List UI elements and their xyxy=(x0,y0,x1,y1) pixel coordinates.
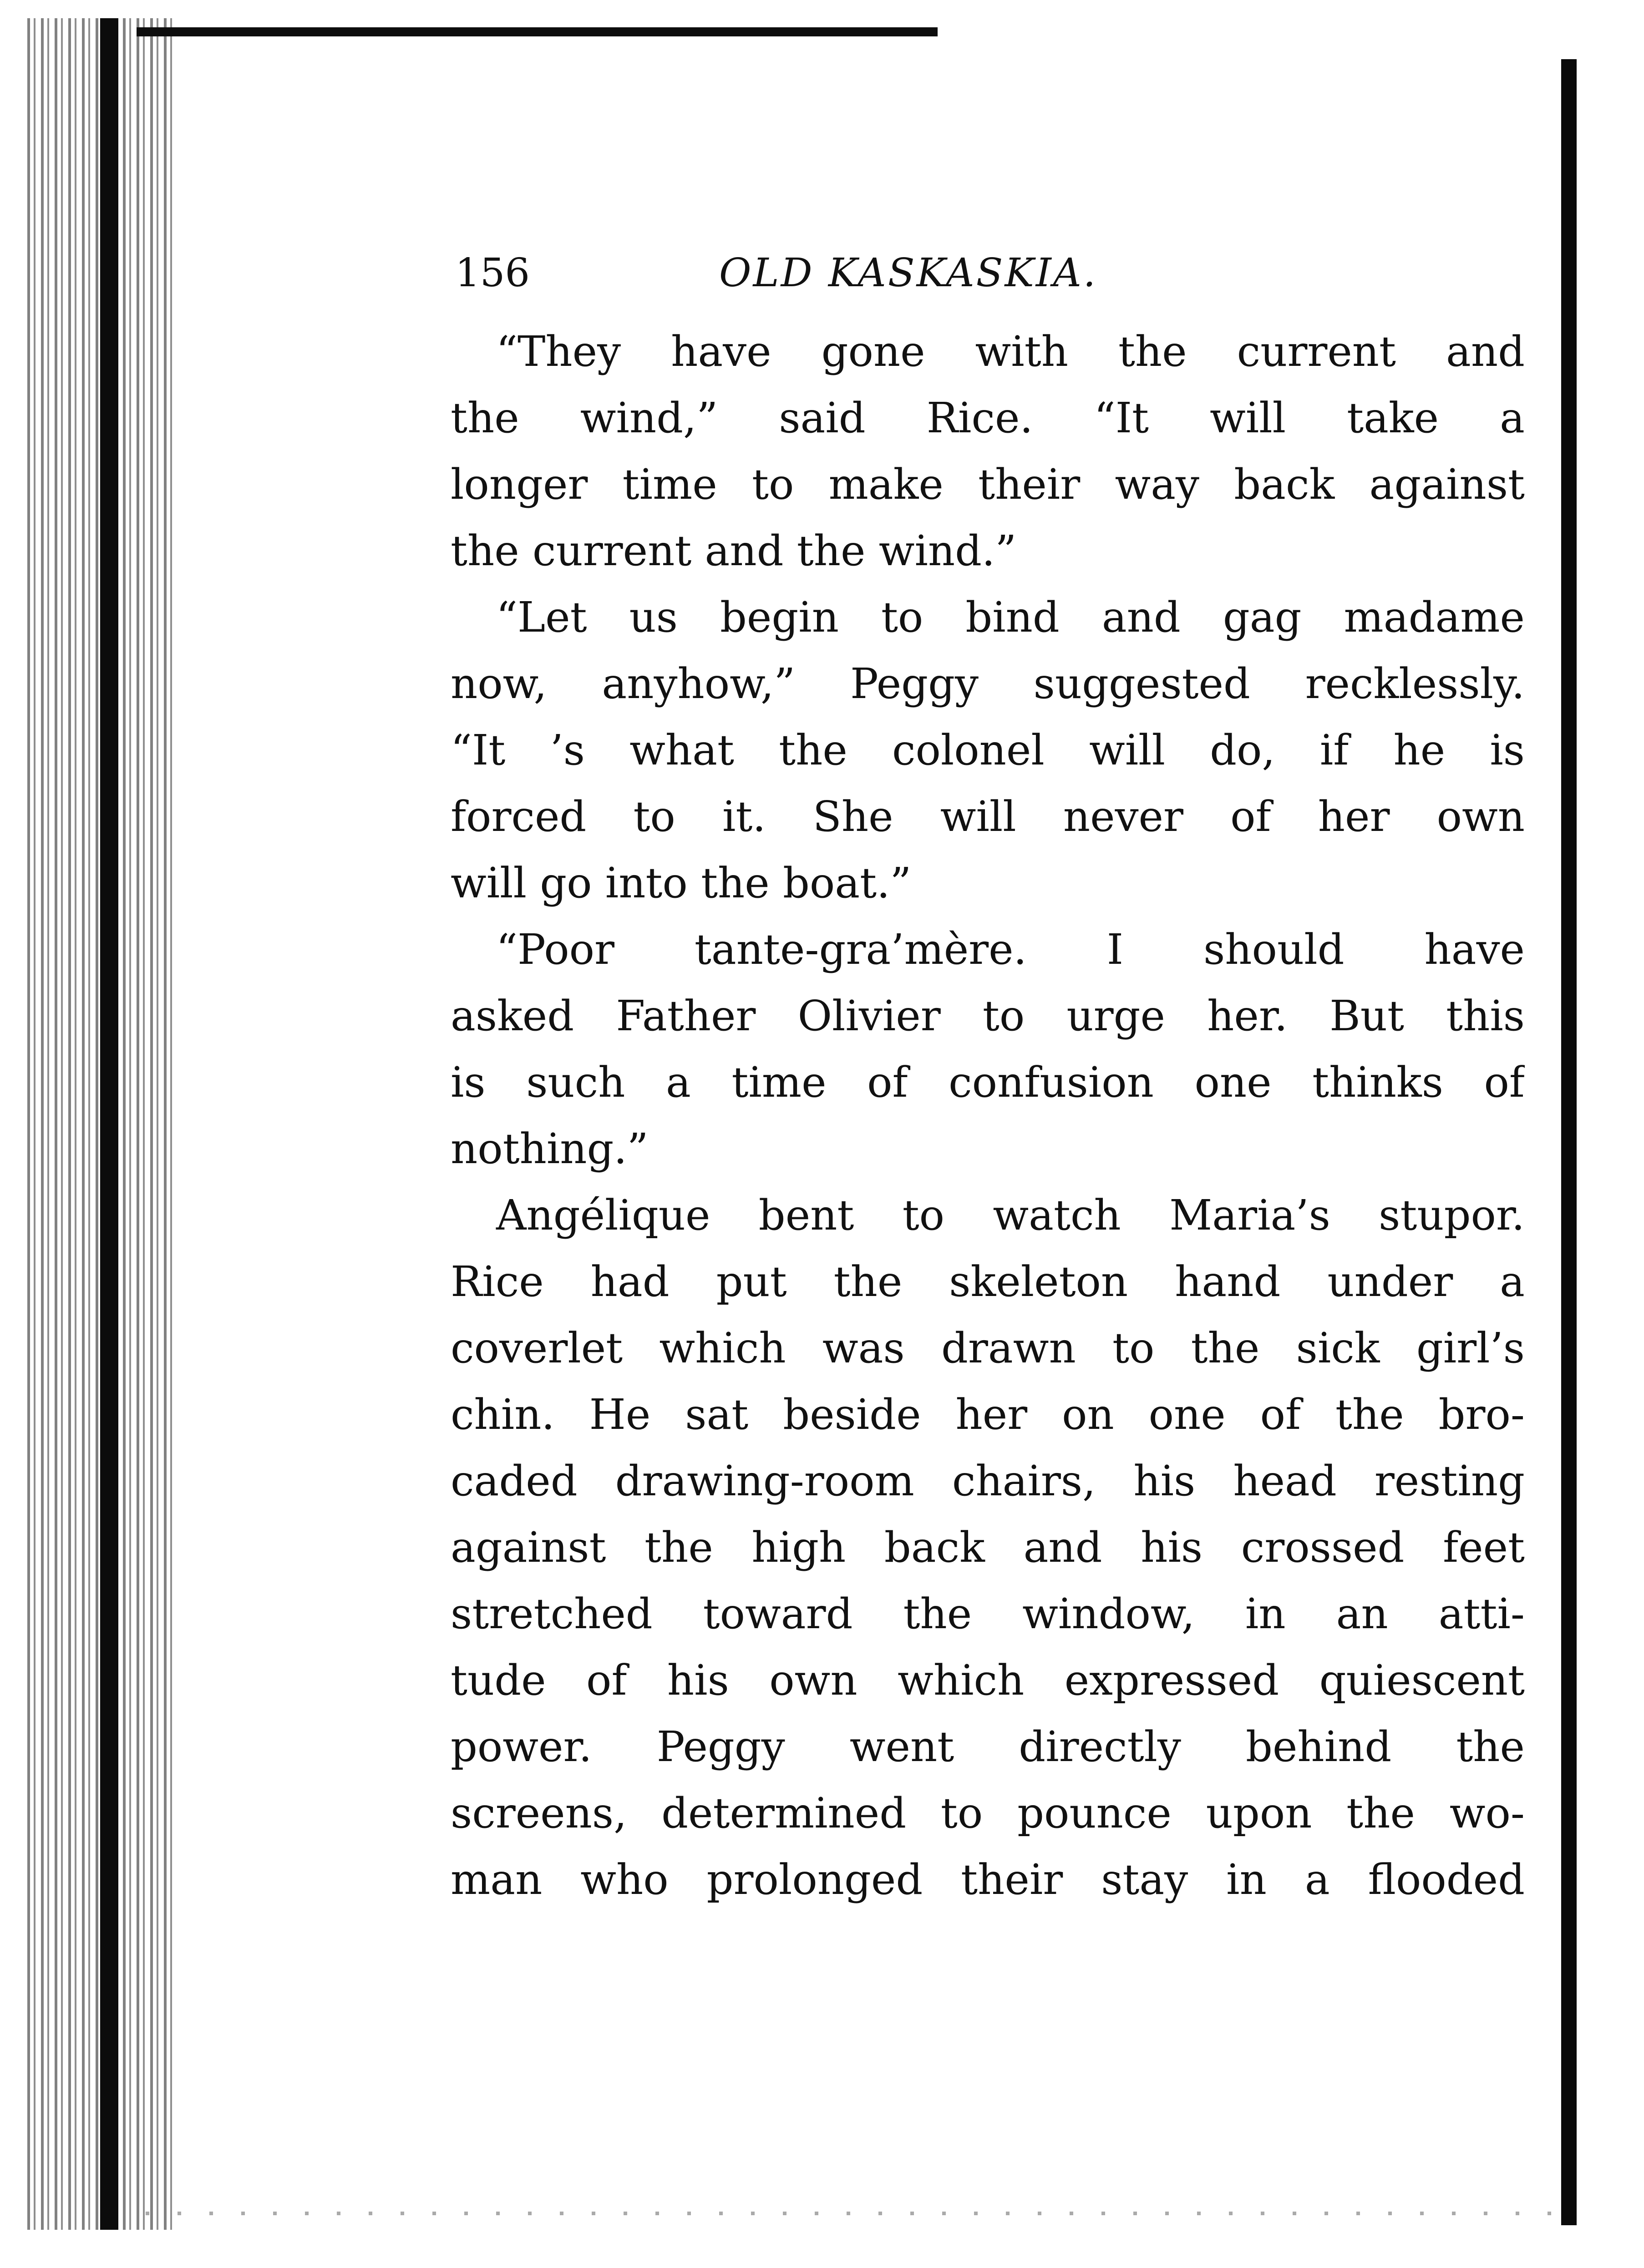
text-line: forced to it. She will never of her own xyxy=(451,792,1525,841)
text-line: chin. He sat beside her on one of the bro- xyxy=(451,1390,1525,1439)
text-line: nothing.” xyxy=(451,1124,649,1173)
body-text xyxy=(451,319,1525,1913)
text-line: “Let us begin to bind and gag madame xyxy=(496,593,1525,642)
text-line: caded drawing-room chairs, his head resting xyxy=(451,1457,1525,1505)
text-line: now, anyhow,” Peggy suggested recklessly. xyxy=(451,659,1525,708)
text-line: tude of his own which expressed quiescent xyxy=(451,1656,1525,1705)
running-head: OLD KASKASKIA. xyxy=(719,250,1098,296)
text-line: longer time to make their way back against xyxy=(451,460,1525,509)
text-line: is such a time of confusion one thinks of xyxy=(451,1058,1525,1107)
text-line: stretched toward the window, in an atti- xyxy=(451,1590,1525,1638)
text-line: “Poor tante-gra’mère. I should have xyxy=(496,925,1525,974)
text-line: “It ’s what the colonel will do, if he is xyxy=(451,726,1525,775)
text-line: “They have gone with the current and xyxy=(496,327,1525,376)
text-line: Rice had put the skeleton hand under a xyxy=(451,1257,1525,1306)
bottom-edge-speckle xyxy=(146,2212,1566,2215)
text-line: power. Peggy went directly behind the xyxy=(451,1722,1525,1771)
top-edge-rule xyxy=(137,27,938,36)
binding-shadow xyxy=(100,18,118,2230)
text-line: man who prolonged their stay in a flooded xyxy=(451,1855,1525,1904)
page-header xyxy=(455,246,1525,300)
text-line: the current and the wind.” xyxy=(451,526,1017,575)
text-line: will go into the boat.” xyxy=(451,859,912,907)
text-line: asked Father Olivier to urge her. But this xyxy=(451,992,1525,1040)
text-line: against the high back and his crossed feet xyxy=(451,1523,1525,1572)
text-line: screens, determined to pounce upon the wo- xyxy=(451,1789,1525,1838)
page-number: 156 xyxy=(455,250,530,296)
text-line: the wind,” said Rice. “It will take a xyxy=(451,394,1525,442)
text-line: Angélique bent to watch Maria’s stupor. xyxy=(496,1191,1525,1240)
right-edge-rule xyxy=(1561,59,1577,2225)
text-line: coverlet which was drawn to the sick girl’s xyxy=(451,1324,1525,1372)
